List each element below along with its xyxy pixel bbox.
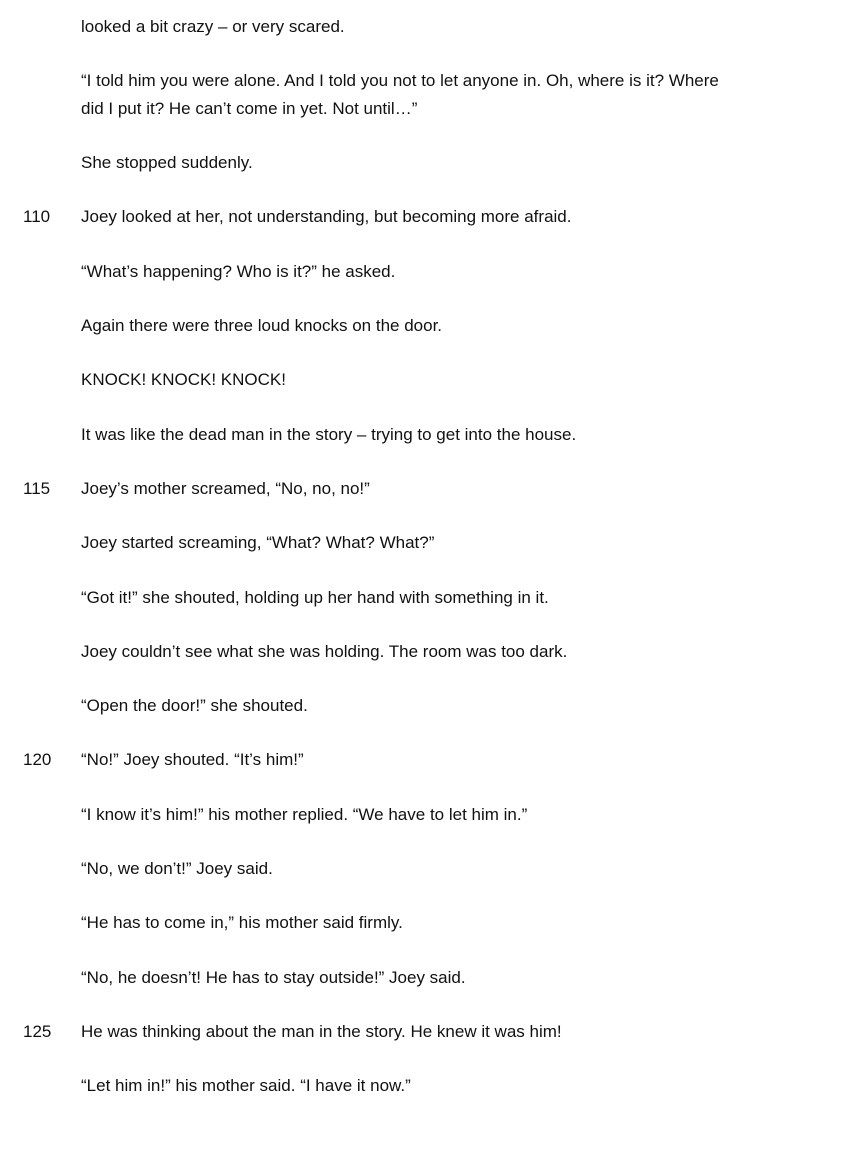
paragraph-text: He was thinking about the man in the story. He knew it was him!: [81, 1022, 562, 1041]
paragraph-text: “No, he doesn’t! He has to stay outside!” Joey said.: [81, 968, 466, 987]
line-number: 125: [23, 1022, 52, 1041]
line-number: 115: [23, 479, 51, 498]
paragraph-text: Again there were three loud knocks on the door.: [81, 316, 443, 335]
paragraph-text: “I know it’s him!” his mother replied. “We have to let him in.”: [81, 805, 528, 824]
paragraph-text: It was like the dead man in the story – trying to get into the house.: [81, 425, 577, 444]
line-number: 110: [23, 207, 51, 226]
paragraph-text: “I told him you were alone. And I told you not to let anyone in. Oh, where is it? Where: [81, 71, 719, 90]
paragraph-text: Joey’s mother screamed, “No, no, no!”: [81, 479, 370, 498]
paragraph-text: did I put it? He can’t come in yet. Not until…”: [81, 99, 418, 118]
paragraph-text: “No, we don’t!” Joey said.: [81, 859, 273, 878]
paragraph-text: “Got it!” she shouted, holding up her hand with something in it.: [81, 588, 549, 607]
paragraph-text: KNOCK! KNOCK! KNOCK!: [81, 370, 286, 389]
paragraph-text: “Open the door!” she shouted.: [81, 696, 308, 715]
paragraph-text: “He has to come in,” his mother said firmly.: [81, 913, 403, 932]
paragraph-text: “No!” Joey shouted. “It’s him!”: [81, 750, 304, 769]
paragraph-text: looked a bit crazy – or very scared.: [81, 17, 345, 36]
paragraph-text: “What’s happening? Who is it?” he asked.: [81, 262, 396, 281]
paragraph-text: “Let him in!” his mother said. “I have it now.”: [81, 1076, 411, 1095]
paragraph-text: Joey looked at her, not understanding, but becoming more afraid.: [81, 207, 572, 226]
paragraph-text: She stopped suddenly.: [81, 153, 253, 172]
line-number: 120: [23, 750, 52, 769]
paragraph-text: Joey started screaming, “What? What? What?”: [81, 533, 435, 552]
paragraph-text: Joey couldn’t see what she was holding. The room was too dark.: [81, 642, 568, 661]
